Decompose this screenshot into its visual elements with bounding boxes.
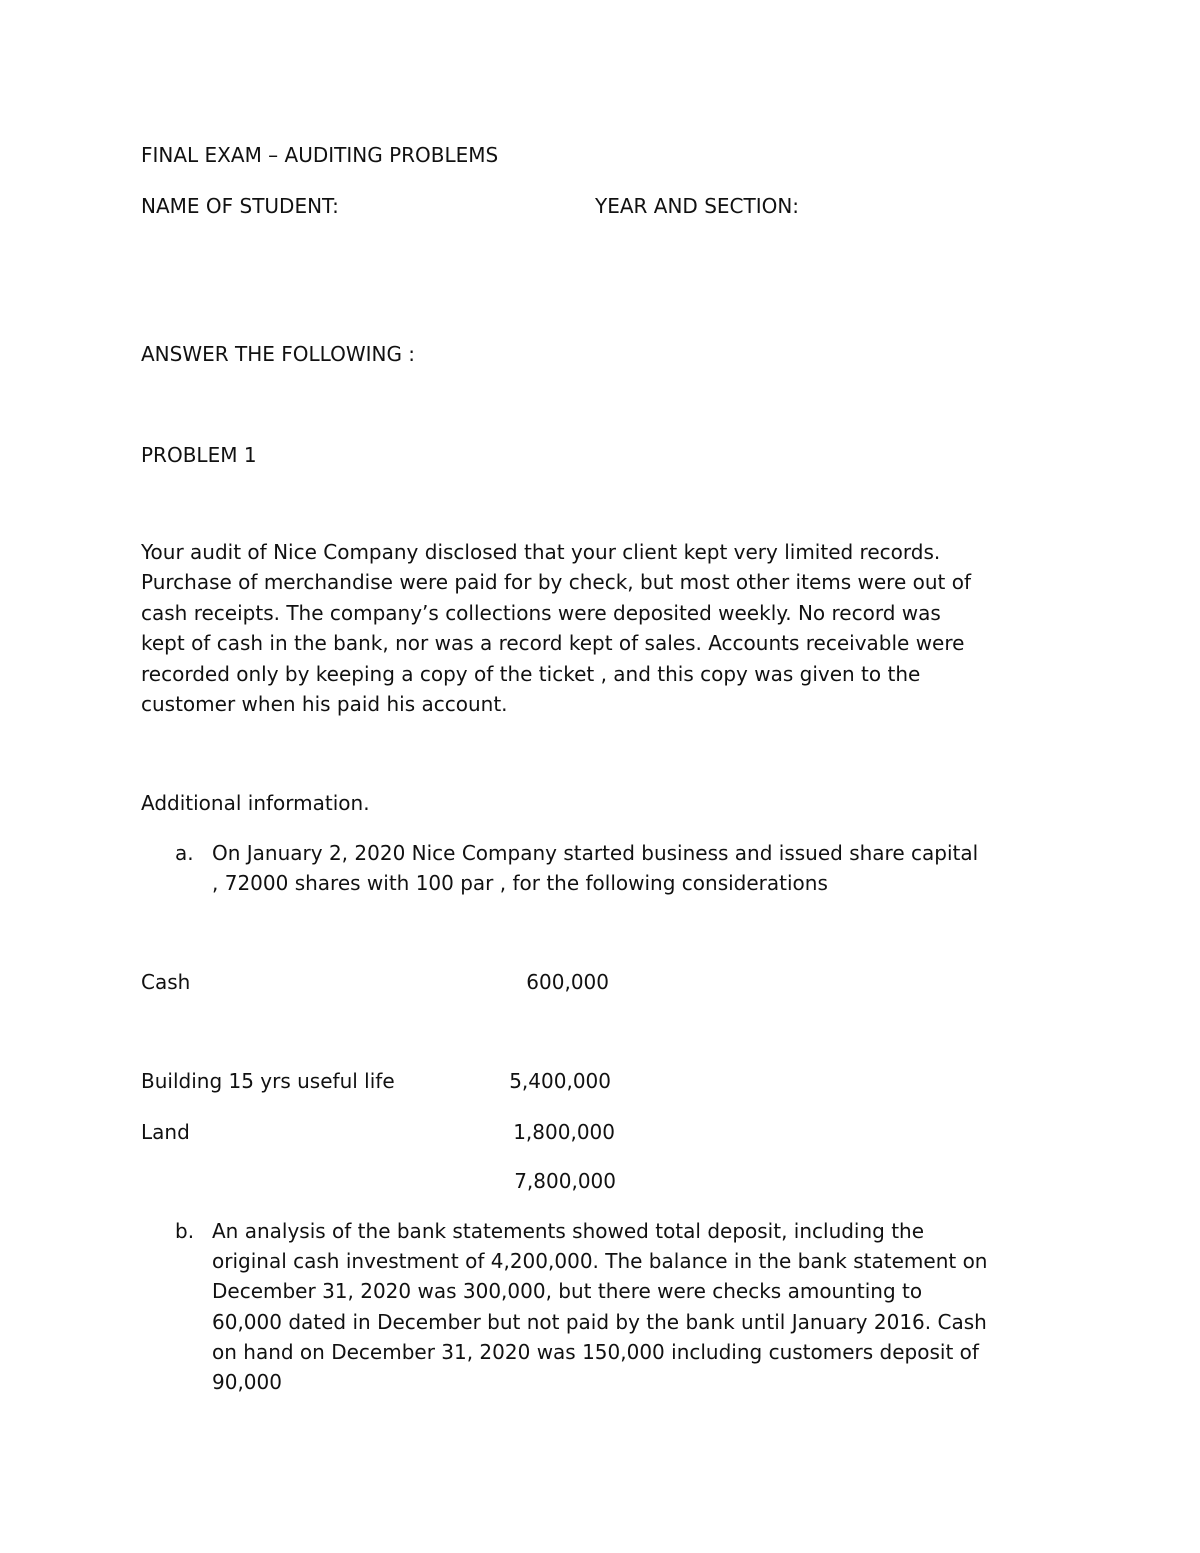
instruction-text: ANSWER THE FOLLOWING : [141,342,416,366]
item-b-marker: b. [175,1219,195,1243]
item-b-line: December 31, 2020 was 300,000, but there were checks amounting to [212,1279,923,1304]
problem-paragraph [141,537,1076,719]
additional-info-label: Additional information. [141,791,370,815]
consideration-label: Building 15 yrs useful life [141,1069,395,1093]
paragraph-line: customer when his paid his account. [141,692,508,717]
paragraph-line: Your audit of Nice Company disclosed that your client kept very limited records. [141,540,941,564]
item-a-text [212,838,978,898]
item-b-line: An analysis of the bank statements showed total deposit, including the [212,1219,925,1243]
consideration-amount: 5,400,000 [509,1069,611,1093]
year-section-label: YEAR AND SECTION: [595,194,800,218]
item-a-marker: a. [175,841,194,865]
paragraph-line: kept of cash in the bank, nor was a record kept of sales. Accounts receivable were [141,631,965,656]
item-b-line: on hand on December 31, 2020 was 150,000 including customers deposit of [212,1339,979,1364]
consideration-amount: 600,000 [526,970,609,994]
item-a-line: , 72000 shares with 100 par , for the following considerations [212,871,828,896]
item-b-text [212,1216,987,1397]
paragraph-line: Purchase of merchandise were paid for by check, but most other items were out of [141,570,972,595]
consideration-amount: 1,800,000 [513,1120,615,1144]
consideration-label: Land [141,1120,190,1144]
problem-heading: PROBLEM 1 [141,443,257,467]
item-b-line: 60,000 dated in December but not paid by the bank until January 2016. Cash [212,1309,987,1334]
item-b-line: original cash investment of 4,200,000. The balance in the bank statement on [212,1249,988,1274]
consideration-label: Cash [141,970,191,994]
exam-title: FINAL EXAM – AUDITING PROBLEMS [141,143,499,167]
paragraph-line: cash receipts. The company’s collections were deposited weekly. No record was [141,600,941,625]
considerations-total: 7,800,000 [514,1169,616,1193]
item-a-line: On January 2, 2020 Nice Company started business and issued share capital [212,841,979,865]
item-b-line: 90,000 [212,1370,282,1395]
student-name-label: NAME OF STUDENT: [141,194,339,218]
paragraph-line: recorded only by keeping a copy of the ticket , and this copy was given to the [141,661,921,686]
